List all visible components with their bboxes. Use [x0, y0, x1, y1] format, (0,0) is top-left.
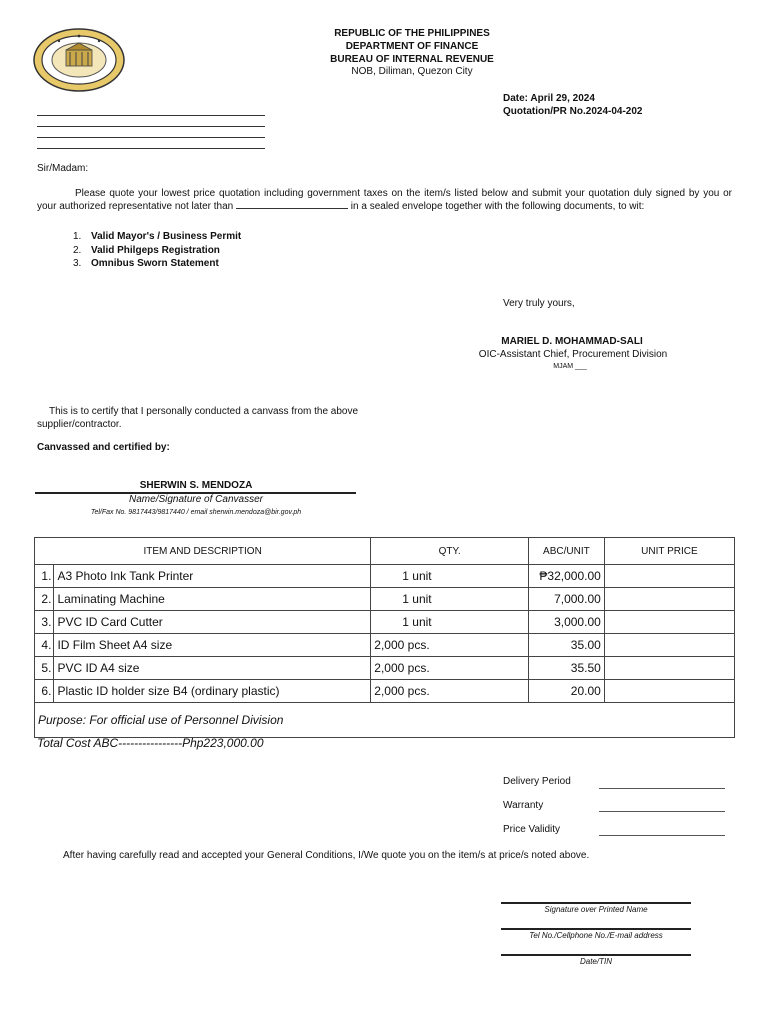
- salutation: Sir/Madam:: [37, 163, 89, 174]
- header-address: NOB, Diliman, Quezon City: [351, 66, 473, 77]
- col-qty: QTY.: [371, 538, 529, 565]
- warranty-label: Warranty: [503, 800, 544, 811]
- col-abc-unit: ABC/UNIT: [528, 538, 604, 565]
- table-row: 2. Laminating Machine 1 unit 7,000.00: [35, 588, 735, 611]
- canvasser-name: SHERWIN S. MENDOZA: [139, 480, 253, 491]
- unit-price-cell[interactable]: [604, 565, 734, 588]
- list-item: 3. Omnibus Sworn Statement: [73, 258, 219, 269]
- requirements-list: [73, 230, 241, 271]
- date-tin-label: Date/TIN: [579, 957, 612, 966]
- table-row: 4. ID Film Sheet A4 size 2,000 pcs. 35.00: [35, 634, 735, 657]
- purpose-text: Purpose: For official use of Personnel Division: [35, 703, 735, 738]
- header-department: DEPARTMENT OF FINANCE: [345, 41, 479, 52]
- table-row: 5. PVC ID A4 size 2,000 pcs. 35.50: [35, 657, 735, 680]
- closing: Very truly yours,: [503, 298, 575, 309]
- items-table: [34, 537, 735, 738]
- signatory-name: MARIEL D. MOHAMMAD-SALI: [501, 336, 643, 347]
- header-bureau: BUREAU OF INTERNAL REVENUE: [330, 54, 494, 65]
- request-text-part2: in a sealed envelope together with the following documents, to wit:: [350, 201, 645, 212]
- purpose-row: [35, 703, 735, 738]
- list-item: 1. Valid Mayor's / Business Permit: [73, 231, 242, 242]
- col-item-description: ITEM AND DESCRIPTION: [35, 538, 371, 565]
- signatory-initials: MJAM ___: [553, 363, 587, 370]
- total-cost-abc: Total Cost ABC----------------Php223,000.00: [37, 736, 264, 750]
- unit-price-cell[interactable]: [604, 657, 734, 680]
- unit-price-cell[interactable]: [604, 611, 734, 634]
- signature-label: Signature over Printed Name: [544, 905, 648, 914]
- delivery-period-field[interactable]: [599, 788, 725, 789]
- warranty-field[interactable]: [599, 811, 725, 812]
- deadline-blank: [236, 200, 348, 209]
- table-row: 1. A3 Photo Ink Tank Printer 1 unit ₱32,000.00: [35, 565, 735, 588]
- col-unit-price: UNIT PRICE: [604, 538, 734, 565]
- canvassed-by-label: Canvassed and certified by:: [37, 442, 170, 453]
- address-line: [37, 148, 265, 149]
- address-line: [37, 137, 265, 138]
- contact-line[interactable]: [501, 928, 691, 930]
- canvasser-contact: Tel/Fax No. 9817443/9817440 / email sherwin.mendoza@bir.gov.ph: [90, 509, 302, 516]
- price-validity-field[interactable]: [599, 835, 725, 836]
- list-item: 2. Valid Philgeps Registration: [73, 244, 220, 256]
- table-row: 6. Plastic ID holder size B4 (ordinary plastic) 2,000 pcs. 20.00: [35, 680, 735, 703]
- date-tin-line[interactable]: [501, 954, 691, 956]
- address-line: [37, 126, 265, 127]
- header-republic: REPUBLIC OF THE PHILIPPINES: [334, 28, 490, 39]
- request-text-part1: Please quote your lowest price quotation including government taxes on the item/s listed below and submit your quotation duly signed by you or your authorized representative not later than: [37, 188, 732, 212]
- unit-price-cell[interactable]: [604, 588, 734, 611]
- address-line: [37, 115, 265, 116]
- quotation-date: Date: April 29, 2024: [503, 93, 595, 104]
- bir-seal-logo: [33, 28, 125, 92]
- signature-line[interactable]: [501, 902, 691, 904]
- canvasser-label: Name/Signature of Canvasser: [129, 494, 263, 505]
- signatory-title: OIC-Assistant Chief, Procurement Division: [478, 349, 668, 360]
- delivery-period-label: Delivery Period: [503, 776, 571, 787]
- table-row: 3. PVC ID Card Cutter 1 unit 3,000.00: [35, 611, 735, 634]
- table-header-row: [35, 538, 735, 565]
- contact-label: Tel No./Cellphone No./E-mail address: [529, 931, 663, 940]
- unit-price-cell[interactable]: [604, 680, 734, 703]
- acceptance-statement: After having carefully read and accepted your General Conditions, I/We quote you on the item/s at price/s noted above.: [63, 850, 590, 861]
- certification-text: This is to certify that I personally conducted a canvass from the above supplier/contractor.: [37, 406, 359, 430]
- quotation-number: Quotation/PR No.2024-04-202: [503, 106, 643, 117]
- request-paragraph: [37, 187, 732, 213]
- unit-price-cell[interactable]: [604, 634, 734, 657]
- price-validity-label: Price Validity: [503, 824, 561, 835]
